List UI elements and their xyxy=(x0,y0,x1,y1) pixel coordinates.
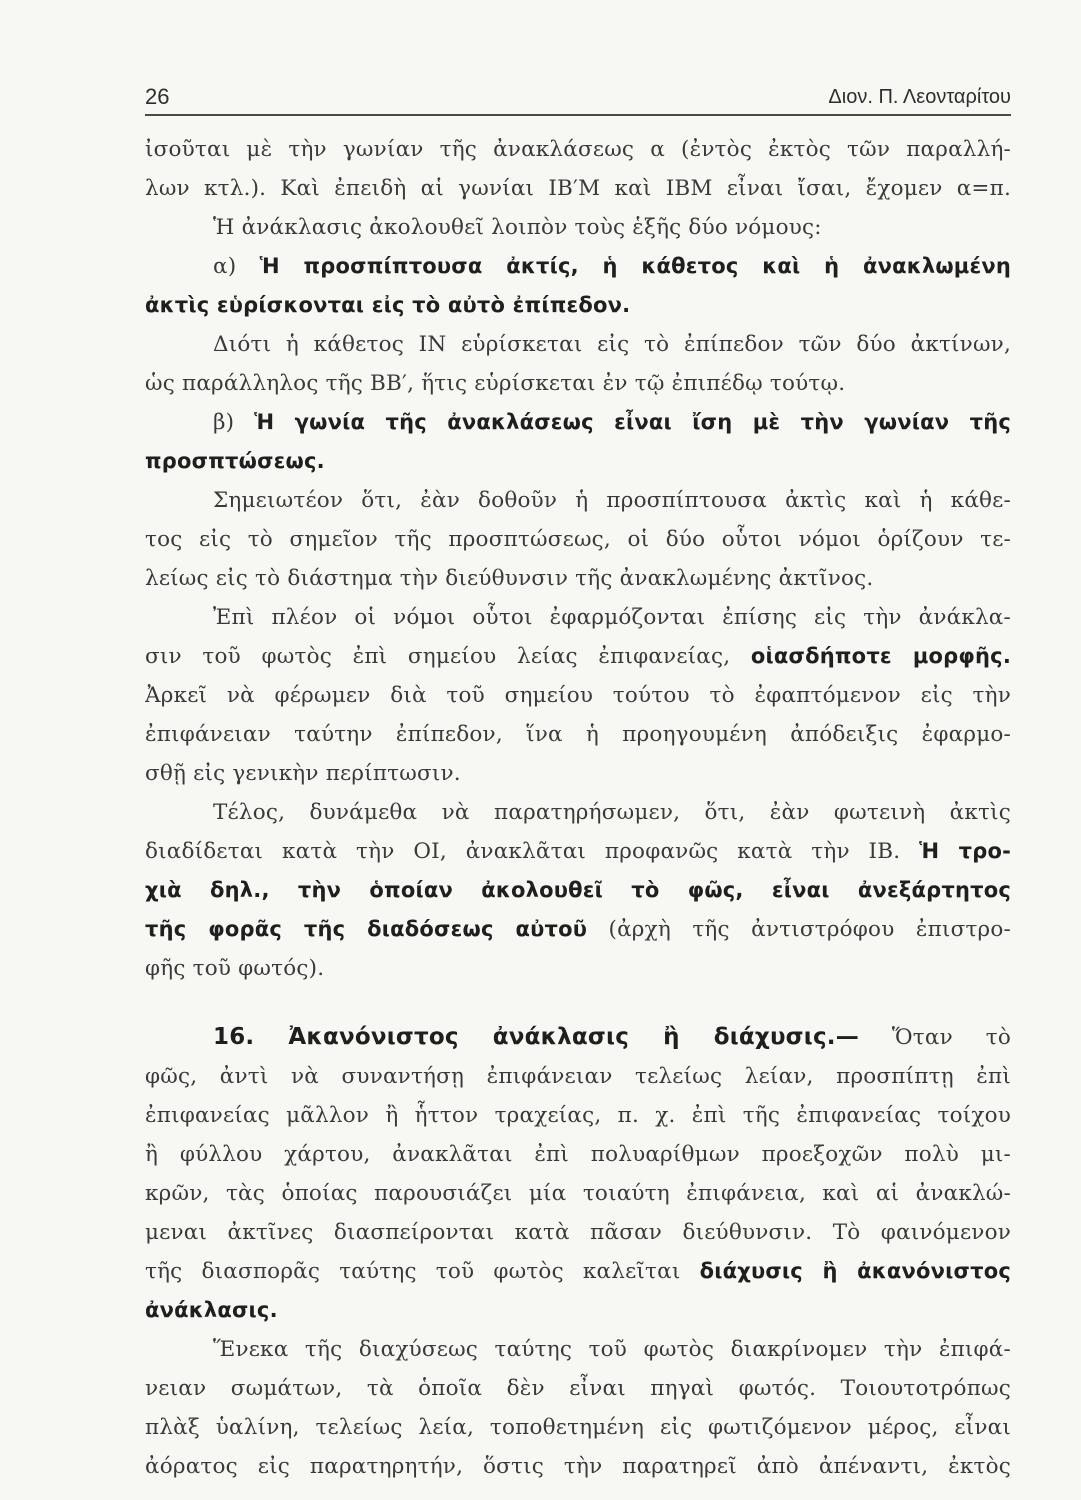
text-line xyxy=(145,1174,1011,1213)
text-line xyxy=(145,559,1011,598)
text-span: Ἐπὶ πλέον οἱ νόμοι οὗτοι ἐφαρμόζονται ἐπίσης εἰς τὴν ἀνάκλα- xyxy=(213,605,1011,630)
text-line xyxy=(145,949,1011,988)
text-span: ἰσοῦται μὲ τὴν γωνίαν τῆς ἀνακλάσεως α (ἐντὸς ἐκτὸς τῶν παραλλή- xyxy=(145,137,1011,162)
text-line xyxy=(145,910,1011,949)
paragraph-start xyxy=(145,208,1011,247)
text-span: λων κτλ.). Καὶ ἐπειδὴ αἱ γωνίαι ΙΒ′Μ καὶ ΙΒΜ εἶναι ἴσαι, ἔχομεν α=π. xyxy=(145,176,1011,201)
text-span: Ἕνεκα τῆς διαχύσεως ταύτης τοῦ φωτὸς διακρίνομεν τὴν ἐπιφά- xyxy=(213,1337,1011,1362)
text-line xyxy=(145,754,1011,793)
text-span: κρῶν, τὰς ὁποίας παρουσιάζει μία τοιαύτη ἐπιφάνεια, καὶ αἱ ἀνακλώ- xyxy=(145,1181,1011,1206)
text-line xyxy=(145,169,1011,208)
text-line xyxy=(145,130,1011,169)
text-span: ὡς παράλληλος τῆς ΒΒ′, ἥτις εὑρίσκεται ἐν τῷ ἐπιπέδῳ τούτῳ. xyxy=(145,371,846,396)
text-span: (ἀρχὴ τῆς ἀντιστρόφου ἐπιστρο- xyxy=(587,917,1011,942)
text-span: β) xyxy=(213,410,255,435)
text-span: διαδίδεται κατὰ τὴν ΟΙ, ἀνακλᾶται προφανῶς κατὰ τὴν ΙΒ. xyxy=(145,839,920,864)
text-span: σιν τοῦ φωτὸς ἐπὶ σημείου λείας ἐπιφανείας, xyxy=(145,644,751,669)
text-span: Διότι ἡ κάθετος ΙΝ εὑρίσκεται εἰς τὸ ἐπίπεδον τῶν δύο ἀκτίνων, xyxy=(213,332,1011,357)
bold-text: Ἡ προσπίπτουσα ἀκτίς, ἡ κάθετος καὶ ἡ ἀνακλωμένη xyxy=(259,254,1011,278)
text-line xyxy=(145,637,1011,676)
law-a-line xyxy=(145,247,1011,286)
text-span: ἐπιφάνειαν ταύτην ἐπίπεδον, ἵνα ἡ προηγουμένη ἀπόδειξις ἐφαρμο- xyxy=(145,722,1011,747)
page-number: 26 xyxy=(145,84,170,109)
paragraph-start xyxy=(145,325,1011,364)
text-span: α) xyxy=(213,254,260,279)
bold-text: ἀνάκλασις. xyxy=(145,1298,278,1322)
paragraph-start xyxy=(145,481,1011,520)
bold-text: ἀκτὶς εὑρίσκονται εἰς τὸ αὐτὸ ἐπίπεδον. xyxy=(145,293,631,317)
text-line xyxy=(145,1369,1011,1408)
text-span: τῆς διασπορᾶς ταύτης τοῦ φωτὸς καλεῖται xyxy=(145,1259,700,1284)
law-b-line xyxy=(145,442,1011,481)
bold-text: Ἡ γωνία τῆς ἀνακλάσεως εἶναι ἴση μὲ τὴν γωνίαν τῆς xyxy=(254,410,1011,434)
text-span: Σημειωτέον ὅτι, ἐὰν δοθοῦν ἡ προσπίπτουσα ἀκτὶς καὶ ἡ κάθε- xyxy=(213,488,1011,513)
bold-text: οἱασδήποτε μορφῆς. xyxy=(750,644,1011,668)
text-span: τος εἰς τὸ σημεῖον τῆς προσπτώσεως, οἱ δύο οὗτοι νόμοι ὁρίζουν τε- xyxy=(145,527,1011,552)
text-span: ἀόρατος εἰς παρατηρητήν, ὅστις τὴν παρατηρεῖ ἀπὸ ἀπέναντι, ἐκτὸς xyxy=(145,1454,1011,1479)
paragraph-start xyxy=(145,793,1011,832)
text-span: Ἡ ἀνάκλασις ἀκολουθεῖ λοιπὸν τοὺς ἑξῆς δύο νόμους: xyxy=(213,215,822,240)
law-b-line xyxy=(145,403,1011,442)
running-head: Διον. Π. Λεονταρίτου xyxy=(828,86,1011,108)
text-line xyxy=(145,1057,1011,1096)
text-span: μεναι ἀκτῖνες διασπείρονται κατὰ πᾶσαν διεύθυνσιν. Τὸ φαινόμενον xyxy=(145,1220,1011,1245)
text-line xyxy=(145,676,1011,715)
section-gap xyxy=(145,988,1011,1018)
text-line xyxy=(145,520,1011,559)
text-line xyxy=(145,1291,1011,1330)
text-span: ἢ φύλλου χάρτου, ἀνακλᾶται ἐπὶ πολυαρίθμων προεξοχῶν πολὺ μι- xyxy=(145,1142,1011,1167)
text-line xyxy=(145,1096,1011,1135)
bold-text: διάχυσις ἢ ἀκανόνιστος xyxy=(699,1259,1011,1283)
paragraph-start xyxy=(145,1330,1011,1369)
text-span: Ἀρκεῖ νὰ φέρωμεν διὰ τοῦ σημείου τούτου τὸ ἐφαπτόμενον εἰς τὴν xyxy=(145,683,1011,708)
text-line xyxy=(145,364,1011,403)
text-span: σθῇ εἰς γενικὴν περίπτωσιν. xyxy=(145,761,461,786)
text-line xyxy=(145,1252,1011,1291)
text-span: Ὅταν τὸ xyxy=(858,1025,1011,1050)
section-heading: 16. Ἀκανόνιστος ἀνάκλασις ἢ διάχυσις.— xyxy=(213,1024,859,1050)
text-line xyxy=(145,1213,1011,1252)
bold-text: προσπτώσεως. xyxy=(145,449,325,473)
body-text xyxy=(145,130,1011,1486)
text-span: φῆς τοῦ φωτός). xyxy=(145,956,325,981)
law-a-line xyxy=(145,286,1011,325)
paragraph-start xyxy=(145,598,1011,637)
text-line xyxy=(145,1135,1011,1174)
bold-text: Ἡ τρο- xyxy=(919,839,1011,863)
page-header xyxy=(145,84,1011,116)
bold-text: τῆς φορᾶς τῆς διαδόσεως αὐτοῦ xyxy=(145,917,588,941)
text-span: Τέλος, δυνάμεθα νὰ παρατηρήσωμεν, ὅτι, ἐὰν φωτεινὴ ἀκτὶς xyxy=(213,800,1011,825)
text-line xyxy=(145,1408,1011,1447)
text-line xyxy=(145,715,1011,754)
text-line xyxy=(145,1447,1011,1486)
text-span: πλὰξ ὑαλίνη, τελείως λεία, τοποθετημένη εἰς φωτιζόμενον μέρος, εἶναι xyxy=(145,1415,1011,1440)
bold-text: χιὰ δηλ., τὴν ὁποίαν ἀκολουθεῖ τὸ φῶς, εἶναι ἀνεξάρτητος xyxy=(145,878,1011,902)
text-span: φῶς, ἀντὶ νὰ συναντήσῃ ἐπιφάνειαν τελείως λείαν, προσπίπτῃ ἐπὶ xyxy=(145,1064,1011,1089)
text-span: λείως εἰς τὸ διάστημα τὴν διεύθυνσιν τῆς ἀνακλωμένης ἀκτῖνος. xyxy=(145,566,874,591)
text-span: ἐπιφανείας μᾶλλον ἢ ἧττον τραχείας, π. χ. ἐπὶ τῆς ἐπιφανείας τοίχου xyxy=(145,1103,1011,1128)
section-heading-line xyxy=(145,1018,1011,1057)
text-line xyxy=(145,832,1011,871)
text-span: νειαν σωμάτων, τὰ ὁποῖα δὲν εἶναι πηγαὶ φωτός. Τοιουτοτρόπως xyxy=(145,1376,1011,1401)
text-line xyxy=(145,871,1011,910)
